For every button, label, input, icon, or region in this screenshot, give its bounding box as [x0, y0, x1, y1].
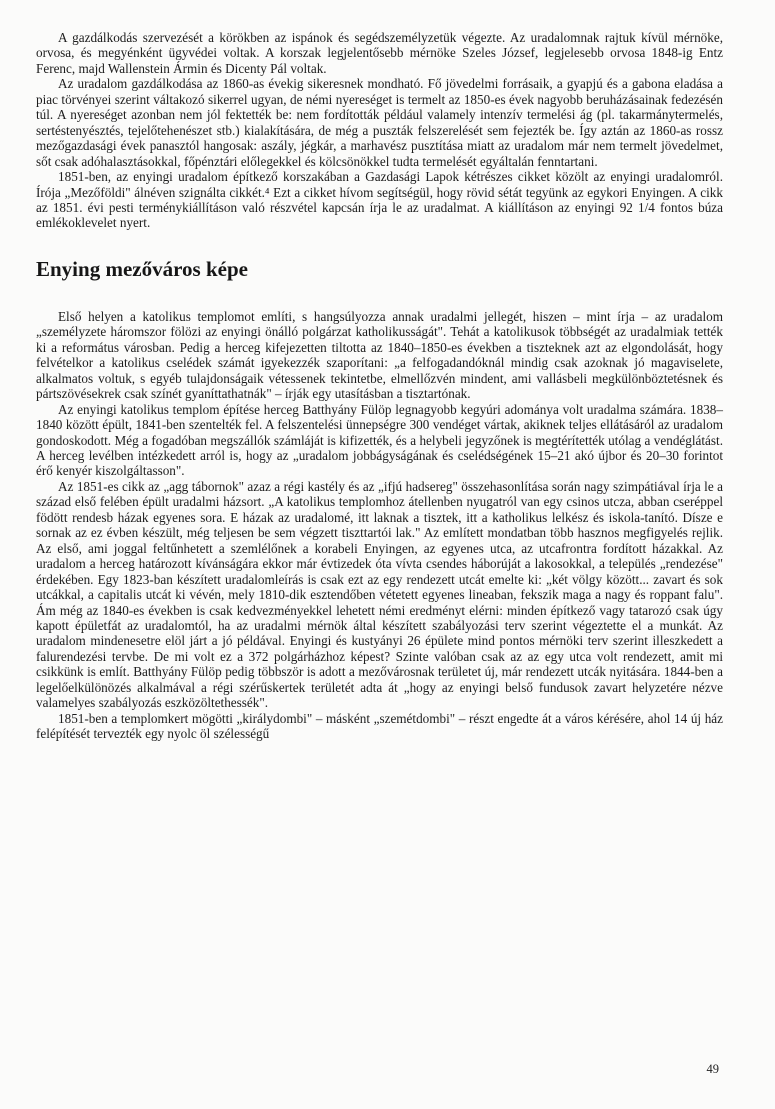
paragraph: Az 1851-es cikk az „agg tábornok" azaz a régi kastély és az „ifjú hadsereg" összehasonlítása során nagy szimpátiával írja le a század első felében épült uradalmi házsort. „A katolikus templomhoz átellenben nyugatról van egy csinos utcza, abban cseréppel födött rendesb házak egyenes sora. E házak az uradalomé, itt laknak a tisztek, itt a katholikus lelkész és iskola-tanító. Dísze e sornak az ez évben készült, még teljesen be sem végzett tiszttartói lak." Az említett mondatban több hasznos megfigyelés rejlik. Az első, ami joggal feltűnhetett a szemlélőnek a korabeli Enyingen, az egyenes utca, az utcafrontra fordított házakkal. Az uradalom a herceg határozott kívánságára ekkor már évtizedek óta vívta csendes háborúját a lakosokkal, a település „rendezése" érdekében. Egy 1823-ban készített uradalomleírás is csak ezt az egy rendezett utcát emelte ki: „két völgy között... zavart és sok utcákkal, a capitalis utcát ki vévén, mely 1810-dik esztendőben vétetett egyenes lineaban, fekszik maga a nagy és roppant falu". Ám még az 1840-es években is csak kedvezményekkel lehetett némi eredményt elérni: minden építkező vagy tatarozó csak úgy kapott épületfát az uradalomtól, ha az uradalmi mérnök által készített szabályozási terv szerint végeztette el a munkát. Az uradalom mindenesetre elöl járt a jó példával. Enyingi és kustyányi 26 épülete mind pontos mérnöki terv szerint illeszkedett a falurendezési tervbe. De mi volt ez a 372 polgárházhoz képest? Szinte valóban csak az az egy utca volt rendezett, amit mi csikkünk is említ. Batthyány Fülöp pedig többször is adott a mezővárosnak területet új, már rendezett utcák nyitására. 1844-ben a legelőelkülönözés alkalmával a régi szérűskertek területét adta át „hogy az enyingi belső fundusok zavart helyzetére nézve valamelyes szabályozás eszközöltethessék". [36, 478, 723, 711]
paragraph: A gazdálkodás szervezését a körökben az ispánok és segédszemélyzetük végezte. Az uradalomnak rajtuk kívül mérnöke, orvosa, és megyénként ügyvédei voltak. A korszak legjelentősebb mérnöke Szeles József, legjelesebb orvosa 1848-ig Entz Ferenc, majd Wallenstein Ármin és Dicenty Pál voltak. [36, 30, 723, 76]
body-text [36, 30, 723, 742]
paragraph: 1851-ben a templomkert mögötti „királydombi" – másként „szemétdombi" – részt engedte át a város kérésére, ahol 14 új ház felépítését tervezték egy nyolc öl szélességű [36, 710, 723, 742]
paragraph: Első helyen a katolikus templomot említi, s hangsúlyozza annak uradalmi jellegét, hiszen – mint írja – az uradalom „személyzete háromszor fölözi az enyingi önálló polgárzat katholikusságát". Tehát a katolikusok többségét az uradalmiak tették ki a református városban. Pedig a herceg kifejezetten tiltotta az 1840–1850-es években a tiszteknek azt az elgondolását, hogy felvételkor a katolikus cselédek számát igyekezzék szaporítani: „a felfogadandóknál mindig csak azoknak jó magaviselete, alkalmatos voltuk, s egyéb tulajdonságaik vétessenek tekintetbe, elmellőzvén mindent, ami vallásbeli megkülönböztetésnek és pártszövésekrek csak színét gyaníttathatnák" – írják egy utasításban a tisztartónak. [36, 308, 723, 402]
paragraph: Az uradalom gazdálkodása az 1860-as évekig sikeresnek mondható. Fő jövedelmi forrásaik, a gyapjú és a gabona eladása a piac törvényei szerint váltakozó sikerrel ugyan, de némi nyereséget is termelt az 1850-es évek nagyobb beruházásainak fedezésén túl. A nyereséget azonban nem jól fektették be: nem fordították például valamely intenzív termelési ág (pl. takarmánytermelés, sertéstenyésztés, tejelőtehenészet stb.) kialakítására, de még a puszták felszerelését sem fejezték be. Így aztán az 1860-as rossz mezőgazdasági évek panasztól hangosak: aszály, jégkár, a marhavész pusztítása miatt az uradalom már nem termelt jövedelmet, sőt csak adóhalasztásokkal, főpénztári előlegekkel és kölcsönökkel tudta termelését egyáltalán fenntartani. [36, 76, 723, 169]
page-number: 49 [706, 1062, 719, 1076]
paragraph: Az enyingi katolikus templom építése herceg Batthyány Fülöp legnagyobb kegyúri adománya volt uradalma számára. 1838–1840 között épült, 1841-ben szentelték fel. A felszentelési ünnepségre 300 vendéget vártak, akiknek teljes ellátásáról az uradalom gondoskodott. Még a fogadóban megszállók számláját is kifizették, és a helybeli jegyzőnek is megtérítették utólag a vendéglátást. A herceg levélben intézkedett arról is, hogy az „uradalom jobbágyságának és cselédségének 15–21 akó újbor és 20–30 forintot érő kenyér kiszolgáltasson". [36, 401, 723, 479]
paragraph: 1851-ben, az enyingi uradalom építkező korszakában a Gazdasági Lapok kétrészes cikket közölt az enyingi uradalomról. Írója „Mezőföldi" álnéven szignálta cikkét.⁴ Ezt a cikket hívom segítségül, hogy rövid sétát tegyünk az egykori Enyingen. A cikk az 1851. évi pesti terménykiállításon való részvétel kapcsán írja le az uradalmat. A kiállításon az enyingi 92 1/4 fontos búza emlékoklevelet nyert. [36, 169, 723, 231]
section-heading: Enying mezőváros képe [36, 256, 248, 281]
